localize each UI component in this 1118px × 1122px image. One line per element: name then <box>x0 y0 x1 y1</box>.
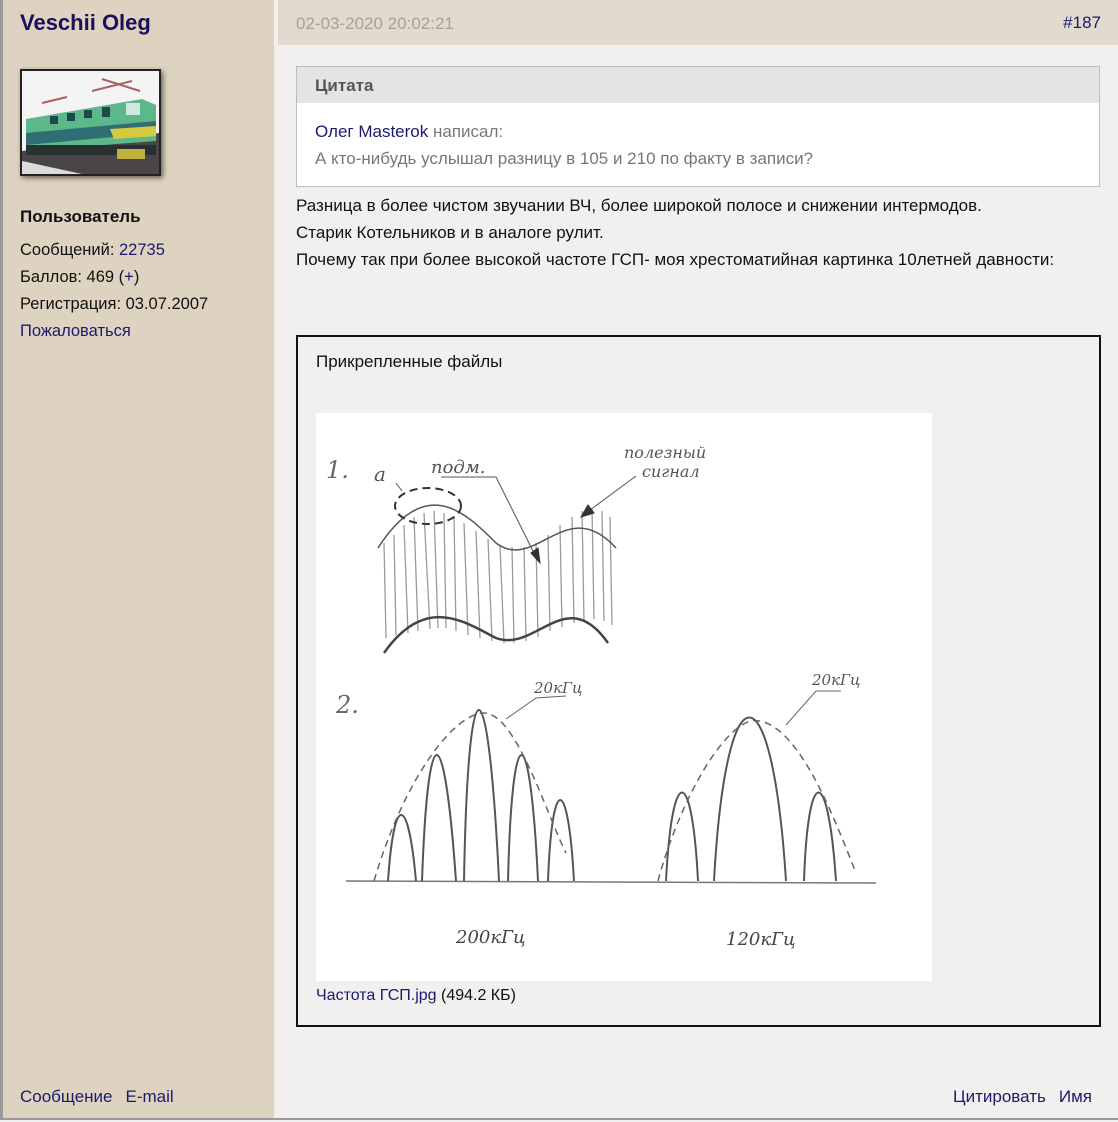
sketch-label-intermod: подм. <box>431 457 486 478</box>
points-plus-link[interactable]: + <box>124 268 134 286</box>
train-avatar-icon <box>22 71 159 174</box>
post-date: 02-03-2020 20:02:21 <box>296 14 454 33</box>
attachments-box <box>296 335 1101 1027</box>
sketch-label-freq-right: 120кГц <box>726 929 796 950</box>
sketch-a-pointer <box>396 483 402 491</box>
sketch-label-useful-2: сигнал <box>642 462 700 481</box>
attachment-file-link[interactable]: Частота ГСП.jpg <box>316 987 437 1004</box>
email-link[interactable]: E-mail <box>125 1087 174 1106</box>
post-header <box>278 0 1118 45</box>
post-line: Старик Котельников и в аналоге рулит. <box>296 223 604 242</box>
messages-stat <box>20 241 165 260</box>
message-link[interactable]: Сообщение <box>20 1087 113 1106</box>
avatar <box>20 69 161 176</box>
messages-label: Сообщений: <box>20 241 119 259</box>
sketch-bw-left-pointer <box>506 696 566 719</box>
attachment-file <box>316 987 516 1005</box>
sketch-drawing <box>316 413 932 981</box>
quote-author-link[interactable]: Олег Masterok <box>315 122 429 141</box>
registration-date: Регистрация: 03.07.2007 <box>20 295 209 313</box>
attachments-title: Прикрепленные файлы <box>316 352 503 371</box>
author-contact-links <box>20 1087 187 1107</box>
quote-title: Цитата <box>297 67 1099 103</box>
sketch-label-useful-1: полезный <box>624 443 707 462</box>
sketch-fig1-upper-curve <box>378 505 616 550</box>
sketch-label-a: a <box>374 462 386 486</box>
quote-button[interactable]: Цитировать <box>953 1087 1046 1106</box>
author-sidebar <box>3 0 274 1118</box>
sketch-label-bw-right: 20кГц <box>812 671 861 689</box>
sketch-label-freq-left: 200кГц <box>456 927 526 948</box>
author-name[interactable]: Veschii Oleg <box>20 10 151 35</box>
sketch-bw-right-pointer <box>786 691 841 725</box>
points-label: Баллов: 469 ( <box>20 268 125 286</box>
author-role: Пользователь <box>20 207 141 226</box>
sketch-label-bw-left: 20кГц <box>534 679 583 697</box>
sketch-label-fig2: 2. <box>336 691 359 719</box>
post-line: Почему так при более высокой частоте ГСП- моя хрестоматийная картинка 10летней давности: <box>296 250 1055 269</box>
report-link[interactable]: Пожаловаться <box>20 322 131 340</box>
name-button[interactable]: Имя <box>1058 1087 1092 1106</box>
post-body <box>296 192 1096 273</box>
post-line: Разница в более чистом звучании ВЧ, более широкой полосе и снижении интермодов. <box>296 196 982 215</box>
points-close: ) <box>133 268 140 286</box>
sketch-fig2-right-envelope <box>658 721 856 881</box>
post-actions <box>940 1087 1092 1107</box>
quote-wrote: написал: <box>428 122 504 141</box>
post-main <box>278 0 1118 1118</box>
quote-block <box>296 66 1100 187</box>
messages-count-link[interactable]: 22735 <box>119 241 165 259</box>
quote-author-line <box>315 122 503 142</box>
attachment-image[interactable] <box>316 413 932 981</box>
attachment-file-size: (494.2 КБ) <box>436 987 516 1004</box>
post-number-link[interactable]: #187 <box>1063 13 1101 32</box>
sketch-label-fig1: 1. <box>326 456 349 484</box>
sketch-fig2-right-lobes <box>666 718 836 882</box>
sketch-useful-arrow <box>586 476 636 513</box>
points-stat <box>20 268 139 287</box>
sketch-fig2-left-lobes <box>388 710 574 881</box>
quote-text: А кто-нибудь услышал разницу в 105 и 210 по факту в записи? <box>315 149 814 168</box>
sketch-axis <box>346 881 876 883</box>
